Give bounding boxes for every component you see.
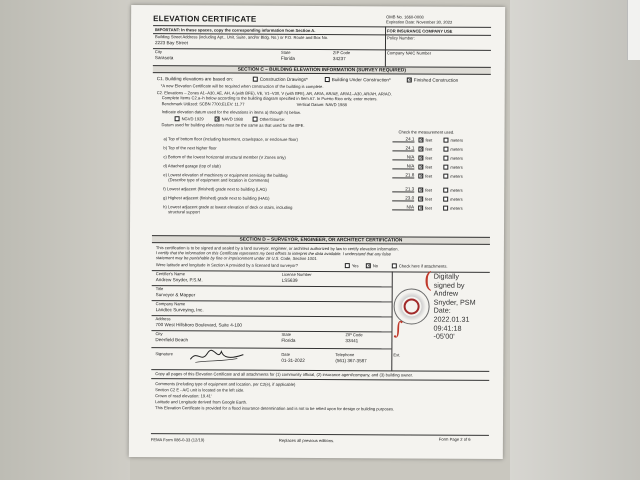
zip-d: 33441 — [345, 338, 359, 344]
elevation-value: 23.0 — [392, 195, 414, 201]
meters-checkbox[interactable] — [443, 174, 448, 179]
insurance-use-label: FOR INSURANCE COMPANY USE — [387, 28, 453, 34]
elevation-item-sublabel: (Describe type of equipment and location in Comments) — [168, 177, 270, 183]
datum-note: Datum used for building elevations must be the same as that used for the BFE. — [161, 122, 305, 128]
form-title: ELEVATION CERTIFICATE — [153, 14, 257, 24]
check-units-label: Check the measurement used. — [398, 129, 455, 135]
indicate-datum: Indicate elevation datum used for the elevations in items a) through h) below. — [161, 109, 301, 115]
elevation-item-label: g) Highest adjacent (finished) grade next to building (HAG) — [163, 195, 270, 201]
feet-checkbox[interactable]: ✕ — [419, 155, 424, 161]
navd-label: NAVD 1988 — [221, 116, 243, 122]
feet-checkbox[interactable]: ✕ — [419, 187, 424, 193]
meters-checkbox[interactable] — [443, 197, 448, 202]
feet-label: feet — [425, 173, 433, 179]
page-number: Form Page 2 of 6 — [438, 436, 471, 442]
comment-line: Crown of road elevation: 19.41' — [155, 393, 212, 399]
elevation-item-label: c) Bottom of the lowest horizontal structural member (V Zones only) — [163, 154, 286, 160]
replaces-note: Replaces all previous editions. — [278, 437, 335, 444]
attachments-checkbox[interactable] — [392, 263, 397, 268]
signature-label: Signature — [155, 351, 173, 357]
title-label: Title — [155, 286, 164, 292]
meters-checkbox[interactable] — [443, 165, 448, 170]
elevation-value: 21.8 — [392, 172, 414, 178]
elevation-value: 21.3 — [392, 186, 414, 192]
ngvd-label: NGVD 1929 — [181, 116, 204, 122]
state-label: State — [280, 49, 291, 55]
elevation-value: N/A — [392, 163, 414, 169]
background-wall-left — [0, 0, 130, 480]
latlong-no-checkbox[interactable]: ✕ — [366, 263, 371, 269]
under-construction-label: Building Under Construction* — [331, 77, 391, 83]
meters-label: meters — [450, 187, 463, 193]
latlong-yes-label: Yes — [351, 263, 359, 269]
elevation-certificate-page — [129, 5, 505, 459]
meters-checkbox[interactable] — [443, 156, 448, 161]
background-wall-right — [510, 0, 640, 480]
feet-label: feet — [425, 205, 432, 211]
other-source-label: Other/Source: — [259, 116, 286, 122]
c2-line-2: Complete Items C2.a–h below according to the building diagram specified in Item A7. In Puerto Rico only, enter meters. — [161, 95, 378, 102]
attachments-label: Check here if attachments. — [398, 263, 448, 269]
meters-label: meters — [450, 137, 464, 143]
telephone: (561) 367-3587 — [335, 358, 367, 364]
building-address: 2223 Bay Street — [154, 40, 188, 46]
state-d-label: State — [281, 331, 292, 337]
zip: 34237 — [332, 56, 346, 62]
meters-label: meters — [450, 173, 463, 179]
building-address-label: Building Street Address (including Apt., Unit, Suite, and/or Bldg. No.) or P.O. Route and Box No. — [155, 34, 329, 41]
zip-d-label: ZIP Code — [345, 332, 363, 338]
elevation-value: N/A — [392, 154, 414, 160]
company-name: Landtec Surveying, Inc. — [155, 307, 204, 313]
elevation-value: N/A — [392, 204, 414, 210]
latlong-no-label: No — [372, 263, 379, 269]
rule — [151, 433, 489, 436]
ngvd-checkbox[interactable] — [175, 116, 180, 121]
elevation-item-label: a) Top of bottom floor (including basement, crawlspace, or enclosure floor) — [163, 136, 298, 142]
construction-drawings-label: Construction Drawings* — [259, 76, 308, 82]
navd-checkbox[interactable]: ✕ — [215, 116, 220, 122]
rule — [152, 300, 392, 302]
meters-checkbox[interactable] — [443, 206, 448, 211]
meters-label: meters — [450, 205, 463, 211]
rule — [153, 48, 491, 51]
city-d: Deerfield Beach — [155, 337, 189, 343]
date: 01-31-2022 — [281, 357, 305, 363]
divider — [385, 26, 386, 66]
form-number: FEMA Form 086-0-33 (12/19) — [150, 437, 205, 443]
expiration-date: Expiration Date: November 30, 2022 — [386, 19, 453, 25]
finished-construction-label: Finished Construction — [413, 77, 459, 83]
benchmark: Benchmark Utilized: SCBN 7700;ELEV: 11.77 — [161, 101, 245, 107]
feet-label: feet — [425, 164, 433, 170]
company-name-label: Company Name — [155, 301, 186, 307]
comment-line: This Elevation Certificate is provided for a flood insurance determination and is not to be relied upon for design or building purposes. — [155, 405, 395, 412]
copy-note: Copy all pages of this Elevation Certificate and all attachments for (1) community official, (2) insurance agent/company, and (3) building owner. — [155, 371, 413, 378]
vertical-datum: Vertical Datum: NAVD 1988 — [296, 101, 347, 108]
meters-checkbox[interactable] — [443, 147, 448, 152]
feet-label: feet — [425, 137, 433, 143]
city-d-label: City — [155, 331, 163, 337]
feet-checkbox[interactable]: ✕ — [419, 205, 423, 211]
feet-checkbox[interactable]: ✕ — [419, 196, 424, 202]
feet-label: feet — [425, 146, 433, 152]
seal-center-icon — [404, 298, 420, 314]
cert-text-3: statement may be punishable by fine or imprisonment under 18 U.S. Code, Section 1001. — [155, 255, 318, 262]
c2-line-1: C2. Elevations – Zones A1–A30, AE, AH, A (with BFE), VE, V1–V30, V (with BFE), AR, AR/A, AR/AE, AR/A1–A30, AR/AH, AR/AO. — [156, 90, 393, 97]
license-number: LS5639 — [281, 277, 298, 283]
meters-label: meters — [450, 146, 463, 152]
feet-checkbox[interactable]: ✕ — [419, 164, 424, 170]
meters-checkbox[interactable] — [443, 138, 448, 143]
other-source-checkbox[interactable] — [253, 117, 258, 122]
rule — [152, 285, 392, 287]
certifier-name-label: Certifier's Name — [155, 271, 186, 277]
construction-drawings-checkbox[interactable] — [253, 77, 258, 82]
cert-text-2: I certify that the information on this Certificate represents my best efforts to interpret the data available. I understand that any false — [155, 250, 391, 257]
new-certificate-note: *A new Elevation Certificate will be required when construction of the building is complete. — [160, 83, 324, 90]
comment-line: Latitude and Longitude derived from Google Earth. — [155, 399, 248, 405]
cert-text-1: This certification is to be signed and sealed by a land surveyor, engineer, or architect authorized by law to certify elevation information. — [155, 245, 399, 252]
section-d-header: SECTION D – SURVEYOR, ENGINEER, OR ARCHITECT CERTIFICATION — [152, 235, 490, 245]
feet-checkbox[interactable]: ✕ — [419, 146, 424, 152]
rule — [152, 315, 392, 317]
certifier-title: Surveyor & Mapper — [155, 292, 196, 298]
c1-label: C1. Building elevations are based on: — [156, 76, 233, 82]
elevation-item-label: f) Lowest adjacent (finished) grade next to building (LAG) — [163, 186, 267, 192]
date-label: Date — [281, 351, 291, 357]
elevation-item-label: b) Top of the next higher floor — [163, 145, 217, 151]
feet-label: feet — [425, 196, 433, 202]
naic-label: Company NAIC Number — [386, 50, 432, 56]
comments-label: Comments (including type of equipment and location, per C2(e), if applicable) — [155, 381, 296, 387]
paper-edge-right — [627, 0, 640, 60]
feet-label: feet — [425, 187, 433, 193]
feet-checkbox[interactable]: ✕ — [419, 173, 424, 179]
elevation-item-sublabel: structural support — [168, 209, 200, 215]
license-number-label: License Number — [281, 271, 312, 277]
feet-checkbox[interactable]: ✕ — [419, 137, 424, 143]
section-c-header: SECTION C – BUILDING ELEVATION INFORMATION (SURVEY REQUIRED) — [153, 65, 491, 75]
elevation-item-label: d) Attached garage (top of slab) — [163, 163, 221, 169]
address-label: Address — [155, 316, 171, 322]
under-construction-checkbox[interactable] — [325, 77, 330, 82]
ext-label: Ext. — [393, 352, 401, 358]
policy-number-label: Policy Number: — [387, 35, 415, 41]
certifier-name: Andrew Snyder, P.S.M. — [155, 277, 203, 283]
telephone-label: Telephone — [335, 352, 355, 358]
important-note: IMPORTANT: In these spaces, copy the corresponding information from Section A. — [155, 27, 316, 33]
elevation-item-label: h) Lowest adjacent grade at lowest elevation of deck or stairs, including — [163, 204, 293, 210]
meters-label: meters — [450, 155, 463, 161]
omb-number: OMB No. 1660-0008 — [386, 14, 424, 20]
finished-construction-checkbox[interactable]: ✕ — [407, 77, 412, 83]
city-label: City — [154, 49, 163, 55]
elevation-value: 24.1 — [392, 136, 414, 142]
comment-line: Section C2 E - A/C unit is located on the left side. — [155, 387, 245, 393]
meters-label: meters — [450, 164, 463, 170]
meters-label: meters — [450, 196, 463, 202]
latlong-question: Were latitude and longitude in Section A provided by a licensed land surveyor? — [155, 262, 299, 268]
digital-signature-text: Digitally signed by Andrew Snyder, PSM Date: 2022.01.31 09:41:18 -05'00' — [433, 271, 476, 341]
address: 700 West Hillsboro Boulevard, Suite 4-100 — [155, 322, 243, 328]
red-signature-mark: ∫ — [393, 318, 403, 340]
state: Florida — [280, 55, 295, 61]
state-d: Florida — [281, 337, 296, 343]
handwritten-signature — [187, 345, 247, 365]
city: Sarasota — [154, 55, 174, 61]
elevation-item-label: e) Lowest elevation of machinery or equipment servicing the building — [163, 172, 288, 178]
zip-label: ZIP Code — [332, 50, 351, 56]
red-initial-mark: ( — [423, 268, 433, 294]
elevation-value: 24.1 — [392, 145, 414, 151]
meters-checkbox[interactable] — [443, 188, 448, 193]
latlong-yes-checkbox[interactable] — [345, 263, 350, 268]
feet-label: feet — [425, 155, 433, 161]
